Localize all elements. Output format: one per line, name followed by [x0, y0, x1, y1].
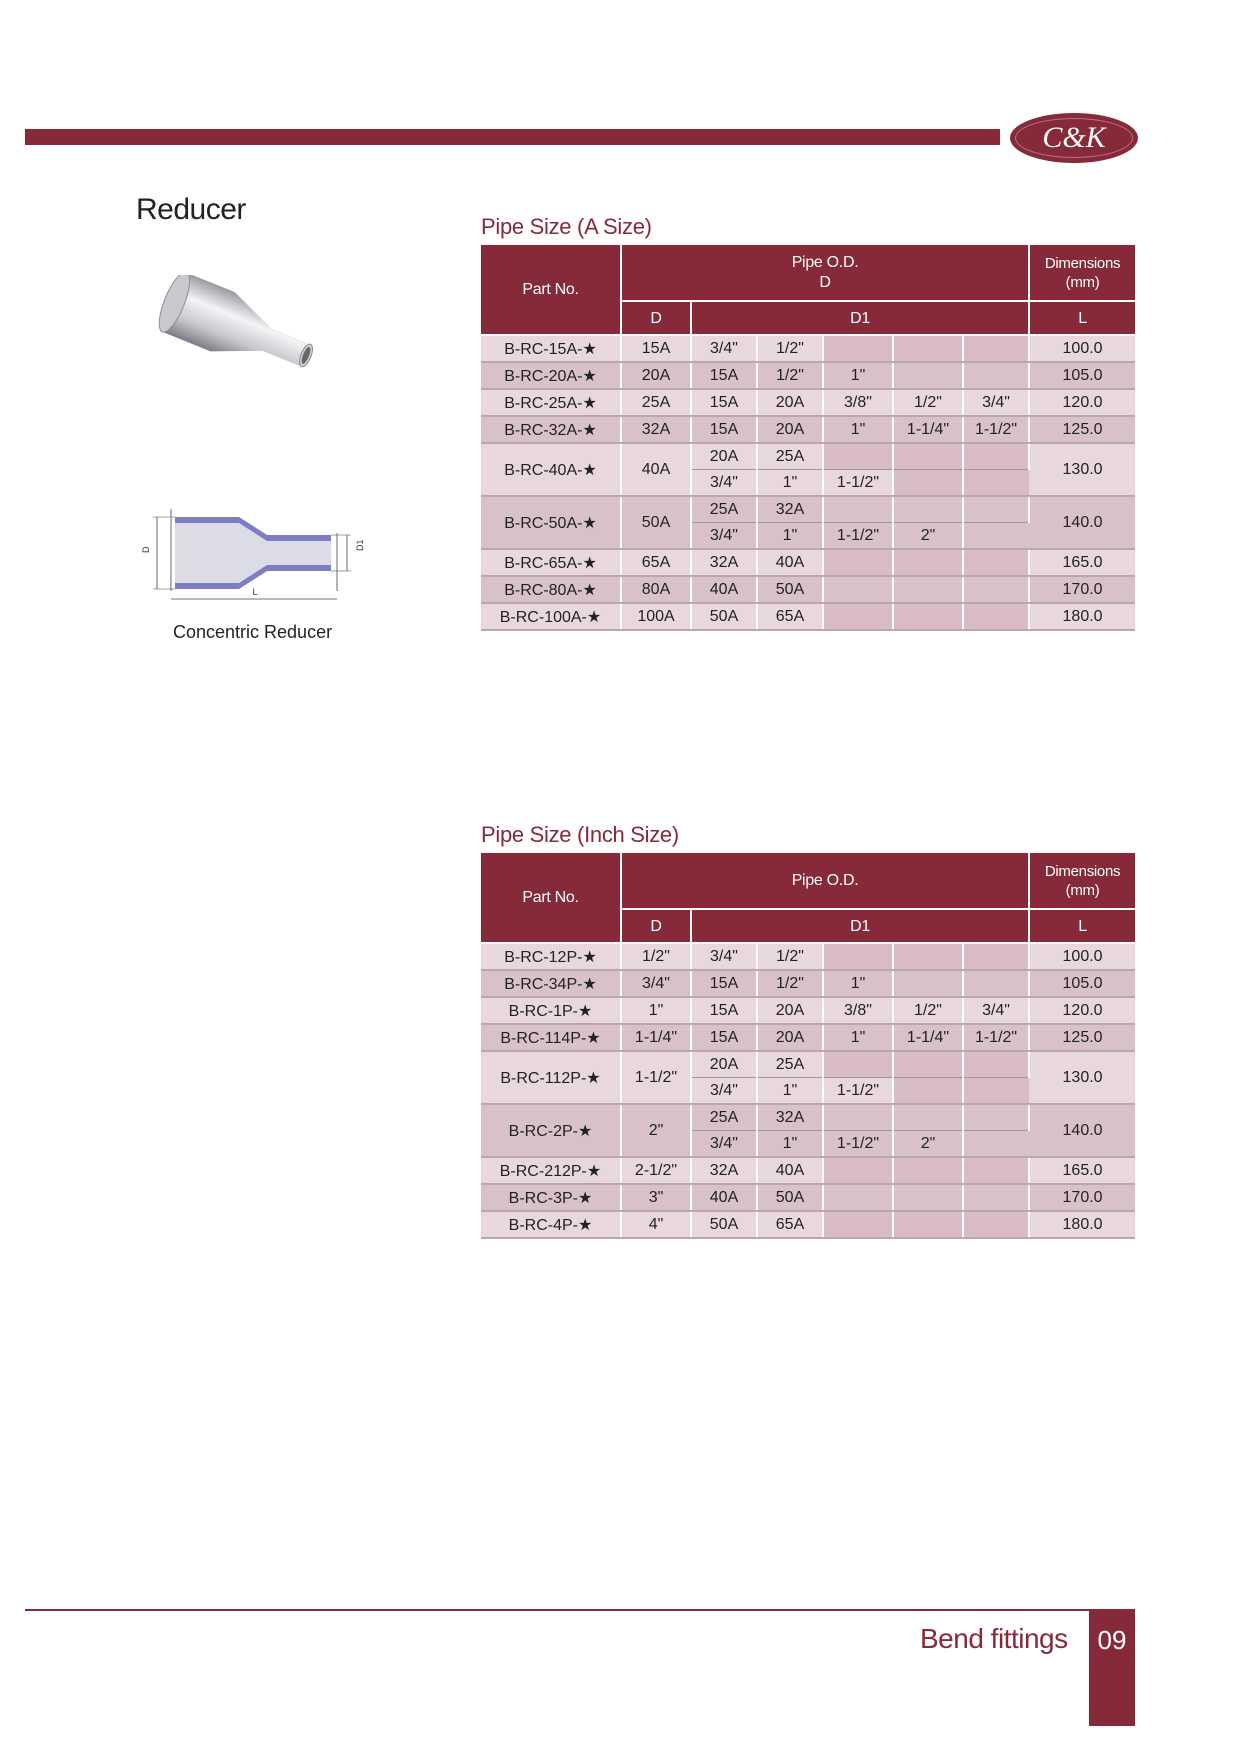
- d1-cell: 50A: [691, 603, 757, 630]
- d1-cell: [963, 943, 1029, 970]
- d1-cell: [963, 1104, 1029, 1131]
- footer-section-name: Bend fittings: [920, 1623, 1068, 1654]
- l-cell: 165.0: [1029, 549, 1135, 576]
- d1-cell: [963, 1131, 1029, 1158]
- d1-cell: [893, 443, 963, 470]
- d1-cell: 40A: [757, 1157, 823, 1184]
- part-no-cell: B-RC-212P-★: [481, 1157, 621, 1184]
- header-d: D: [621, 301, 691, 335]
- d1-cell: 2": [893, 1131, 963, 1158]
- d1-cell: 2": [893, 523, 963, 550]
- d1-cell: 50A: [691, 1211, 757, 1238]
- part-no-cell: B-RC-112P-★: [481, 1051, 621, 1104]
- part-no-cell: B-RC-32A-★: [481, 416, 621, 443]
- d1-cell: [893, 603, 963, 630]
- l-cell: 140.0: [1029, 496, 1135, 549]
- d-cell: 20A: [621, 362, 691, 389]
- part-no-cell: B-RC-100A-★: [481, 603, 621, 630]
- d1-cell: [963, 1211, 1029, 1238]
- d-cell: 1-1/2": [621, 1051, 691, 1104]
- l-cell: 170.0: [1029, 1184, 1135, 1211]
- header-dimensions: Dimensions (mm): [1029, 245, 1135, 301]
- d1-cell: 32A: [757, 496, 823, 523]
- l-cell: 120.0: [1029, 389, 1135, 416]
- d1-cell: 25A: [691, 1104, 757, 1131]
- part-no-cell: B-RC-114P-★: [481, 1024, 621, 1051]
- part-no-cell: B-RC-50A-★: [481, 496, 621, 549]
- d1-cell: 50A: [757, 576, 823, 603]
- d1-cell: [823, 1211, 893, 1238]
- page-title: Reducer: [136, 193, 246, 226]
- d1-cell: 32A: [691, 549, 757, 576]
- d1-cell: [893, 470, 963, 497]
- drawing-caption: Concentric Reducer: [173, 622, 333, 642]
- d1-cell: 40A: [691, 1184, 757, 1211]
- header-part-no: Part No.: [481, 245, 621, 335]
- d1-cell: 1/2": [893, 997, 963, 1024]
- d1-cell: 50A: [757, 1184, 823, 1211]
- d1-cell: 1": [823, 970, 893, 997]
- d1-cell: [823, 496, 893, 523]
- d1-cell: 40A: [757, 549, 823, 576]
- header-d1: D1: [691, 909, 1029, 943]
- part-no-cell: B-RC-15A-★: [481, 335, 621, 362]
- footer-rule: [25, 1609, 1135, 1611]
- d1-cell: 3/4": [691, 943, 757, 970]
- d1-cell: 3/4": [691, 1078, 757, 1105]
- d1-cell: [893, 362, 963, 389]
- d1-cell: [823, 576, 893, 603]
- d1-cell: 3/4": [963, 389, 1029, 416]
- table-row: [481, 970, 1135, 997]
- table-row: [481, 997, 1135, 1024]
- l-cell: 180.0: [1029, 1211, 1135, 1238]
- page-number: 09: [1089, 1609, 1135, 1726]
- d1-cell: [963, 603, 1029, 630]
- d1-cell: [823, 1104, 893, 1131]
- d-cell: 32A: [621, 416, 691, 443]
- d-cell: 65A: [621, 549, 691, 576]
- d-cell: 3/4": [621, 970, 691, 997]
- header-bar: [25, 129, 1000, 145]
- label-d: D: [141, 546, 151, 553]
- d1-cell: [963, 1184, 1029, 1211]
- d1-cell: 20A: [691, 443, 757, 470]
- d1-cell: 65A: [757, 603, 823, 630]
- brand-logo: C&K: [1010, 113, 1138, 163]
- d1-cell: 32A: [757, 1104, 823, 1131]
- d1-cell: 1-1/2": [823, 1131, 893, 1158]
- d-cell: 2": [621, 1104, 691, 1157]
- part-no-cell: B-RC-2P-★: [481, 1104, 621, 1157]
- header-l: L: [1029, 909, 1135, 943]
- d1-cell: [823, 335, 893, 362]
- label-l: L: [252, 587, 258, 597]
- l-cell: 125.0: [1029, 1024, 1135, 1051]
- d1-cell: 32A: [691, 1157, 757, 1184]
- d1-cell: 3/8": [823, 389, 893, 416]
- table-row: [481, 1104, 1135, 1131]
- d1-cell: [963, 549, 1029, 576]
- d-cell: 80A: [621, 576, 691, 603]
- part-no-cell: B-RC-12P-★: [481, 943, 621, 970]
- d1-cell: [963, 335, 1029, 362]
- header-pipe-od: Pipe O.D.: [621, 853, 1029, 909]
- d1-cell: 1": [757, 523, 823, 550]
- d1-cell: 25A: [757, 443, 823, 470]
- table-row: [481, 549, 1135, 576]
- d1-cell: 15A: [691, 362, 757, 389]
- d1-cell: [893, 970, 963, 997]
- d-cell: 25A: [621, 389, 691, 416]
- part-no-cell: B-RC-20A-★: [481, 362, 621, 389]
- d1-cell: [823, 943, 893, 970]
- d1-cell: [963, 496, 1029, 523]
- d1-cell: [823, 549, 893, 576]
- d-cell: 1/2": [621, 943, 691, 970]
- part-no-cell: B-RC-3P-★: [481, 1184, 621, 1211]
- d-cell: 100A: [621, 603, 691, 630]
- l-cell: 130.0: [1029, 1051, 1135, 1104]
- d1-cell: [963, 523, 1029, 550]
- l-cell: 125.0: [1029, 416, 1135, 443]
- a-size-title: Pipe Size (A Size): [481, 214, 652, 239]
- d1-cell: [893, 1051, 963, 1078]
- d-cell: 4": [621, 1211, 691, 1238]
- part-no-cell: B-RC-34P-★: [481, 970, 621, 997]
- d1-cell: 1-1/4": [893, 416, 963, 443]
- table-row: [481, 1051, 1135, 1078]
- d1-cell: [893, 335, 963, 362]
- d1-cell: 15A: [691, 389, 757, 416]
- table-row: [481, 416, 1135, 443]
- d1-cell: 1-1/2": [823, 523, 893, 550]
- d1-cell: 1-1/2": [823, 1078, 893, 1105]
- part-no-cell: B-RC-4P-★: [481, 1211, 621, 1238]
- d1-cell: [893, 576, 963, 603]
- a-size-table: [481, 245, 1135, 631]
- d1-cell: [963, 362, 1029, 389]
- d1-cell: [893, 496, 963, 523]
- part-no-cell: B-RC-25A-★: [481, 389, 621, 416]
- inch-size-table: [481, 853, 1135, 1239]
- header-l: L: [1029, 301, 1135, 335]
- d1-cell: 20A: [757, 997, 823, 1024]
- table-row: [481, 443, 1135, 470]
- d1-cell: 25A: [691, 496, 757, 523]
- d1-cell: [893, 549, 963, 576]
- d1-cell: 1-1/4": [893, 1024, 963, 1051]
- d1-cell: 1": [757, 470, 823, 497]
- d1-cell: [893, 1211, 963, 1238]
- d-cell: 50A: [621, 496, 691, 549]
- d1-cell: 3/4": [691, 1131, 757, 1158]
- d1-cell: [963, 1078, 1029, 1105]
- table-row: [481, 943, 1135, 970]
- d1-cell: [963, 443, 1029, 470]
- d1-cell: [963, 970, 1029, 997]
- table-row: [481, 603, 1135, 630]
- d-cell: 2-1/2": [621, 1157, 691, 1184]
- d1-cell: [963, 576, 1029, 603]
- d1-cell: 1": [823, 1024, 893, 1051]
- l-cell: 100.0: [1029, 943, 1135, 970]
- l-cell: 105.0: [1029, 362, 1135, 389]
- table-row: [481, 389, 1135, 416]
- d1-cell: [823, 1157, 893, 1184]
- table-row: [481, 1157, 1135, 1184]
- d1-cell: [823, 1184, 893, 1211]
- d1-cell: 3/4": [963, 997, 1029, 1024]
- l-cell: 165.0: [1029, 1157, 1135, 1184]
- d1-cell: 20A: [757, 1024, 823, 1051]
- header-dimensions: Dimensions (mm): [1029, 853, 1135, 909]
- part-no-cell: B-RC-65A-★: [481, 549, 621, 576]
- header-part-no: Part No.: [481, 853, 621, 943]
- header-pipe-od: Pipe O.D. D: [621, 245, 1029, 301]
- header-d1: D1: [691, 301, 1029, 335]
- d1-cell: 65A: [757, 1211, 823, 1238]
- d-cell: 1-1/4": [621, 1024, 691, 1051]
- d1-cell: 3/8": [823, 997, 893, 1024]
- l-cell: 120.0: [1029, 997, 1135, 1024]
- reducer-photo: [150, 275, 330, 390]
- inch-size-title: Pipe Size (Inch Size): [481, 822, 679, 847]
- d1-cell: 15A: [691, 416, 757, 443]
- d1-cell: 20A: [691, 1051, 757, 1078]
- l-cell: 140.0: [1029, 1104, 1135, 1157]
- part-no-cell: B-RC-1P-★: [481, 997, 621, 1024]
- d1-cell: 20A: [757, 416, 823, 443]
- d1-cell: 1/2": [757, 362, 823, 389]
- l-cell: 100.0: [1029, 335, 1135, 362]
- d1-cell: [963, 1157, 1029, 1184]
- d1-cell: 20A: [757, 389, 823, 416]
- part-no-cell: B-RC-80A-★: [481, 576, 621, 603]
- l-cell: 130.0: [1029, 443, 1135, 496]
- d1-cell: [893, 1184, 963, 1211]
- d1-cell: 1": [757, 1131, 823, 1158]
- d1-cell: 25A: [757, 1051, 823, 1078]
- d1-cell: 1-1/2": [963, 1024, 1029, 1051]
- d1-cell: 1/2": [757, 943, 823, 970]
- part-no-cell: B-RC-40A-★: [481, 443, 621, 496]
- d1-cell: 3/4": [691, 335, 757, 362]
- d1-cell: 3/4": [691, 523, 757, 550]
- d1-cell: [893, 943, 963, 970]
- d1-cell: 1/2": [757, 335, 823, 362]
- d-cell: 3": [621, 1184, 691, 1211]
- d1-cell: 1/2": [893, 389, 963, 416]
- table-row: [481, 1184, 1135, 1211]
- d1-cell: [963, 1051, 1029, 1078]
- d1-cell: 15A: [691, 1024, 757, 1051]
- d1-cell: 1": [823, 416, 893, 443]
- table-row: [481, 335, 1135, 362]
- label-d1: D1: [355, 539, 365, 551]
- d1-cell: 1": [823, 362, 893, 389]
- d1-cell: 1-1/2": [963, 416, 1029, 443]
- concentric-reducer-drawing: [135, 505, 375, 610]
- l-cell: 170.0: [1029, 576, 1135, 603]
- d1-cell: [893, 1078, 963, 1105]
- table-row: [481, 1211, 1135, 1238]
- d1-cell: 15A: [691, 997, 757, 1024]
- l-cell: 105.0: [1029, 970, 1135, 997]
- d1-cell: 1/2": [757, 970, 823, 997]
- d1-cell: 15A: [691, 970, 757, 997]
- d1-cell: [823, 1051, 893, 1078]
- d1-cell: 1": [757, 1078, 823, 1105]
- d-cell: 40A: [621, 443, 691, 496]
- header-d: D: [621, 909, 691, 943]
- d1-cell: 40A: [691, 576, 757, 603]
- table-row: [481, 1024, 1135, 1051]
- table-row: [481, 576, 1135, 603]
- d1-cell: [963, 470, 1029, 497]
- d1-cell: [893, 1104, 963, 1131]
- d1-cell: [823, 443, 893, 470]
- d1-cell: [823, 603, 893, 630]
- d1-cell: [893, 1157, 963, 1184]
- table-row: [481, 362, 1135, 389]
- d-cell: 15A: [621, 335, 691, 362]
- l-cell: 180.0: [1029, 603, 1135, 630]
- d1-cell: 3/4": [691, 470, 757, 497]
- d-cell: 1": [621, 997, 691, 1024]
- d1-cell: 1-1/2": [823, 470, 893, 497]
- table-row: [481, 496, 1135, 523]
